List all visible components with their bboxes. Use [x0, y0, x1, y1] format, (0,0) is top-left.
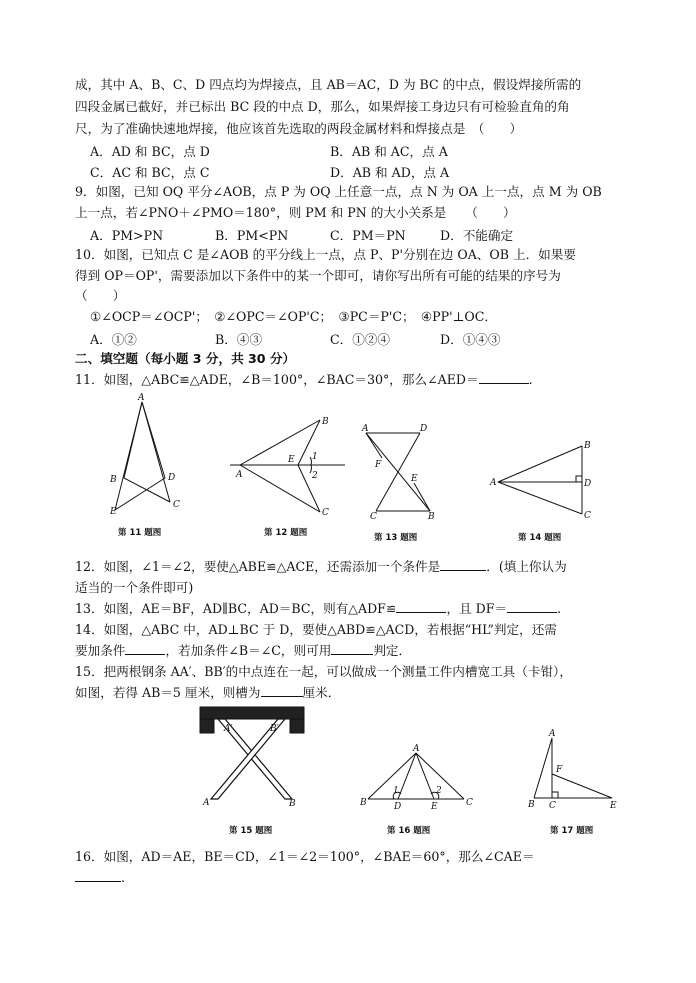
- q10-option-b: B．④③: [215, 332, 263, 347]
- q8-line1: 成，其中 A、B、C、D 四点均为焊接点，且 AB＝AC，D 为 BC 的中点，假设焊接所需的: [75, 77, 582, 92]
- q16-line2: [75, 869, 125, 887]
- fig13-label-c: C: [370, 512, 377, 522]
- fig14-label-c: C: [584, 511, 591, 521]
- q9-option-a: A．PM>PN: [90, 228, 164, 243]
- fig17-caption: 第 17 题图: [550, 826, 594, 836]
- fig16-label-a: A: [413, 744, 420, 754]
- figure-13: [358, 425, 448, 520]
- fig13-label-d: D: [420, 424, 428, 434]
- q12-line1: [75, 558, 567, 576]
- fig12-label-c: C: [322, 508, 329, 518]
- fig12-label-1: 1: [312, 452, 318, 462]
- fig14-label-a: A: [490, 478, 497, 488]
- q12-line2: 适当的一个条件即可): [75, 580, 194, 595]
- q15-line1: 15．把两根钢条 AA′、BB′的中点连在一起，可以做成一个测量工件内槽宽工具（卡钳），: [75, 664, 572, 679]
- q14-text-c: 判定．: [373, 643, 412, 658]
- fig15-label-a-prime: A′: [224, 724, 233, 734]
- q8-option-c: C．AC 和 BC，点 C: [90, 165, 210, 180]
- fig15-label-b-prime: B′: [270, 724, 279, 734]
- fig15-caption: 第 15 题图: [229, 826, 273, 836]
- q14-text-b: ，若加条件∠B＝∠C，则可用: [165, 643, 332, 658]
- q15-text-b: 厘米．: [302, 685, 341, 700]
- q14-text-a: 要加条件: [75, 643, 126, 658]
- q15-text-a: 如图，若得 AB＝5 厘米，则槽为: [75, 685, 261, 700]
- fig12-label-a: A: [236, 470, 243, 480]
- q11-line: [75, 371, 533, 389]
- fig14-label-b: B: [584, 441, 591, 451]
- q14-line1: 14．如图，△ABC 中，AD⊥BC 于 D，要使△ABD≌△ACD，若根据“HL”判定，还需: [75, 622, 557, 637]
- fig16-caption: 第 16 题图: [387, 826, 431, 836]
- fig12-caption: 第 12 题图: [264, 528, 308, 538]
- fig13-label-e: E: [411, 474, 418, 484]
- q15-answer-blank[interactable]: [261, 684, 303, 697]
- q9-line2: 上一点，若∠PNO＋∠PMO＝180°，则 PM 和 PN 的大小关系是 （ ）: [75, 205, 516, 220]
- q13-end: .: [557, 601, 562, 616]
- q10-line3: （ ）: [75, 288, 126, 303]
- fig11-label-a: A: [138, 393, 145, 403]
- q13-line: [75, 600, 561, 618]
- fig15-label-a: A: [203, 798, 210, 808]
- q13-mid: ，且 DF＝: [446, 601, 508, 616]
- fig17-label-b: B: [528, 800, 535, 810]
- fig17-label-e: E: [610, 801, 617, 811]
- fig13-label-a: A: [362, 424, 369, 434]
- q10-line1: 10．如图，已知点 C 是∠AOB 的平分线上一点，点 P、P'分别在边 OA、OB 上．如果要: [75, 247, 576, 262]
- q10-line2: 得到 OP＝OP'，需要添加以下条件中的某一个即可，请你写出所有可能的结果的序号为: [75, 268, 561, 283]
- q14-answer-blank-2[interactable]: [331, 642, 373, 655]
- fig11-caption: 第 11 题图: [118, 528, 162, 538]
- q11-answer-blank[interactable]: [479, 371, 529, 384]
- q9-option-c: C．PM＝PN: [330, 228, 406, 243]
- figure-12: [230, 412, 350, 517]
- fig16-label-c: C: [466, 798, 473, 808]
- fig14-caption: 第 14 题图: [518, 533, 562, 543]
- fig12-label-b: B: [322, 417, 329, 427]
- q8-option-a: A．AD 和 BC，点 D: [90, 144, 210, 159]
- fig12-label-2: 2: [312, 471, 318, 481]
- fig16-label-e: E: [431, 802, 438, 812]
- q11-text: 11．如图，△ABC≌△ADE，∠B＝100°，∠BAC＝30°，那么∠AED＝: [75, 372, 479, 387]
- fig14-label-d: D: [584, 479, 592, 489]
- fig13-label-f: F: [375, 460, 382, 470]
- fig13-caption: 第 13 题图: [374, 533, 418, 543]
- figure-15: [198, 705, 310, 810]
- fig17-label-c: C: [549, 801, 556, 811]
- q9-line1: 9．如图，已知 OQ 平分∠AOB，点 P 为 OQ 上任意一点，点 N 为 OA 上一点，点 M 为 OB: [75, 184, 602, 199]
- q14-line2: [75, 642, 411, 660]
- fig11-label-e: E: [110, 507, 117, 517]
- q16-line1: 16．如图，AD＝AE，BE＝CD，∠1＝∠2＝100°，∠BAE＝60°，那么∠CAE＝: [75, 849, 535, 864]
- fig15-workpiece: [200, 707, 304, 733]
- figure-17: [522, 730, 622, 810]
- fig16-label-1: 1: [393, 786, 399, 796]
- q13-answer-blank-2[interactable]: [507, 600, 557, 613]
- q10-option-c: C．①②④: [330, 332, 391, 347]
- q10-option-a: A．①②: [90, 332, 137, 347]
- q16-answer-blank[interactable]: [75, 869, 121, 882]
- q8-option-d: D．AB 和 AD，点 A: [330, 165, 450, 180]
- fig11-label-d: D: [168, 473, 176, 483]
- q16-end: .: [121, 870, 126, 885]
- q10-option-d: D．①④③: [440, 332, 501, 347]
- figure-14: [488, 436, 598, 521]
- q13-answer-blank-1[interactable]: [396, 600, 446, 613]
- fig17-label-f: F: [556, 765, 563, 775]
- q9-option-d: D．不能确定: [440, 228, 514, 243]
- q9-option-b: B．PM<PN: [215, 228, 289, 243]
- q12-end: ．(填上你认为: [486, 559, 567, 574]
- fig16-label-d: D: [394, 802, 402, 812]
- fig13-label-b: B: [428, 512, 435, 522]
- q10-conditions: ①∠OCP＝∠OCP'； ②∠OPC＝∠OP'C； ③PC＝P'C； ④PP'⊥OC．: [90, 309, 497, 324]
- q12-answer-blank[interactable]: [440, 558, 486, 571]
- fig11-label-c: C: [173, 500, 180, 510]
- q8-line3: 尺，为了准确快速地焊接，他应该首先选取的两段金属材料和焊接点是 （ ）: [75, 121, 523, 136]
- q8-line2: 四段金属已截好，并已标出 BC 段的中点 D，那么，如果焊接工身边只有可检验直角的角: [75, 99, 570, 114]
- q8-option-b: B．AB 和 AC，点 A: [330, 144, 448, 159]
- figure-11: [100, 392, 200, 517]
- q15-line2: [75, 684, 340, 702]
- fig11-label-b: B: [110, 475, 117, 485]
- q14-answer-blank-1[interactable]: [125, 642, 165, 655]
- q13-text: 13．如图，AE＝BF，AD∥BC，AD＝BC，则有△ADF≌: [75, 601, 397, 616]
- figure-16: [356, 745, 476, 810]
- q11-end: .: [528, 372, 533, 387]
- fig16-label-b: B: [360, 798, 367, 808]
- section-heading: 二、填空题（每小题 3 分，共 30 分）: [75, 351, 296, 366]
- fig17-label-a: A: [549, 729, 556, 739]
- fig16-label-2: 2: [436, 786, 442, 796]
- fig15-label-b: B: [289, 799, 296, 809]
- q12-text: 12．如图，∠1＝∠2，要使△ABE≌△ACE，还需添加一个条件是: [75, 559, 441, 574]
- fig12-label-e: E: [288, 455, 295, 465]
